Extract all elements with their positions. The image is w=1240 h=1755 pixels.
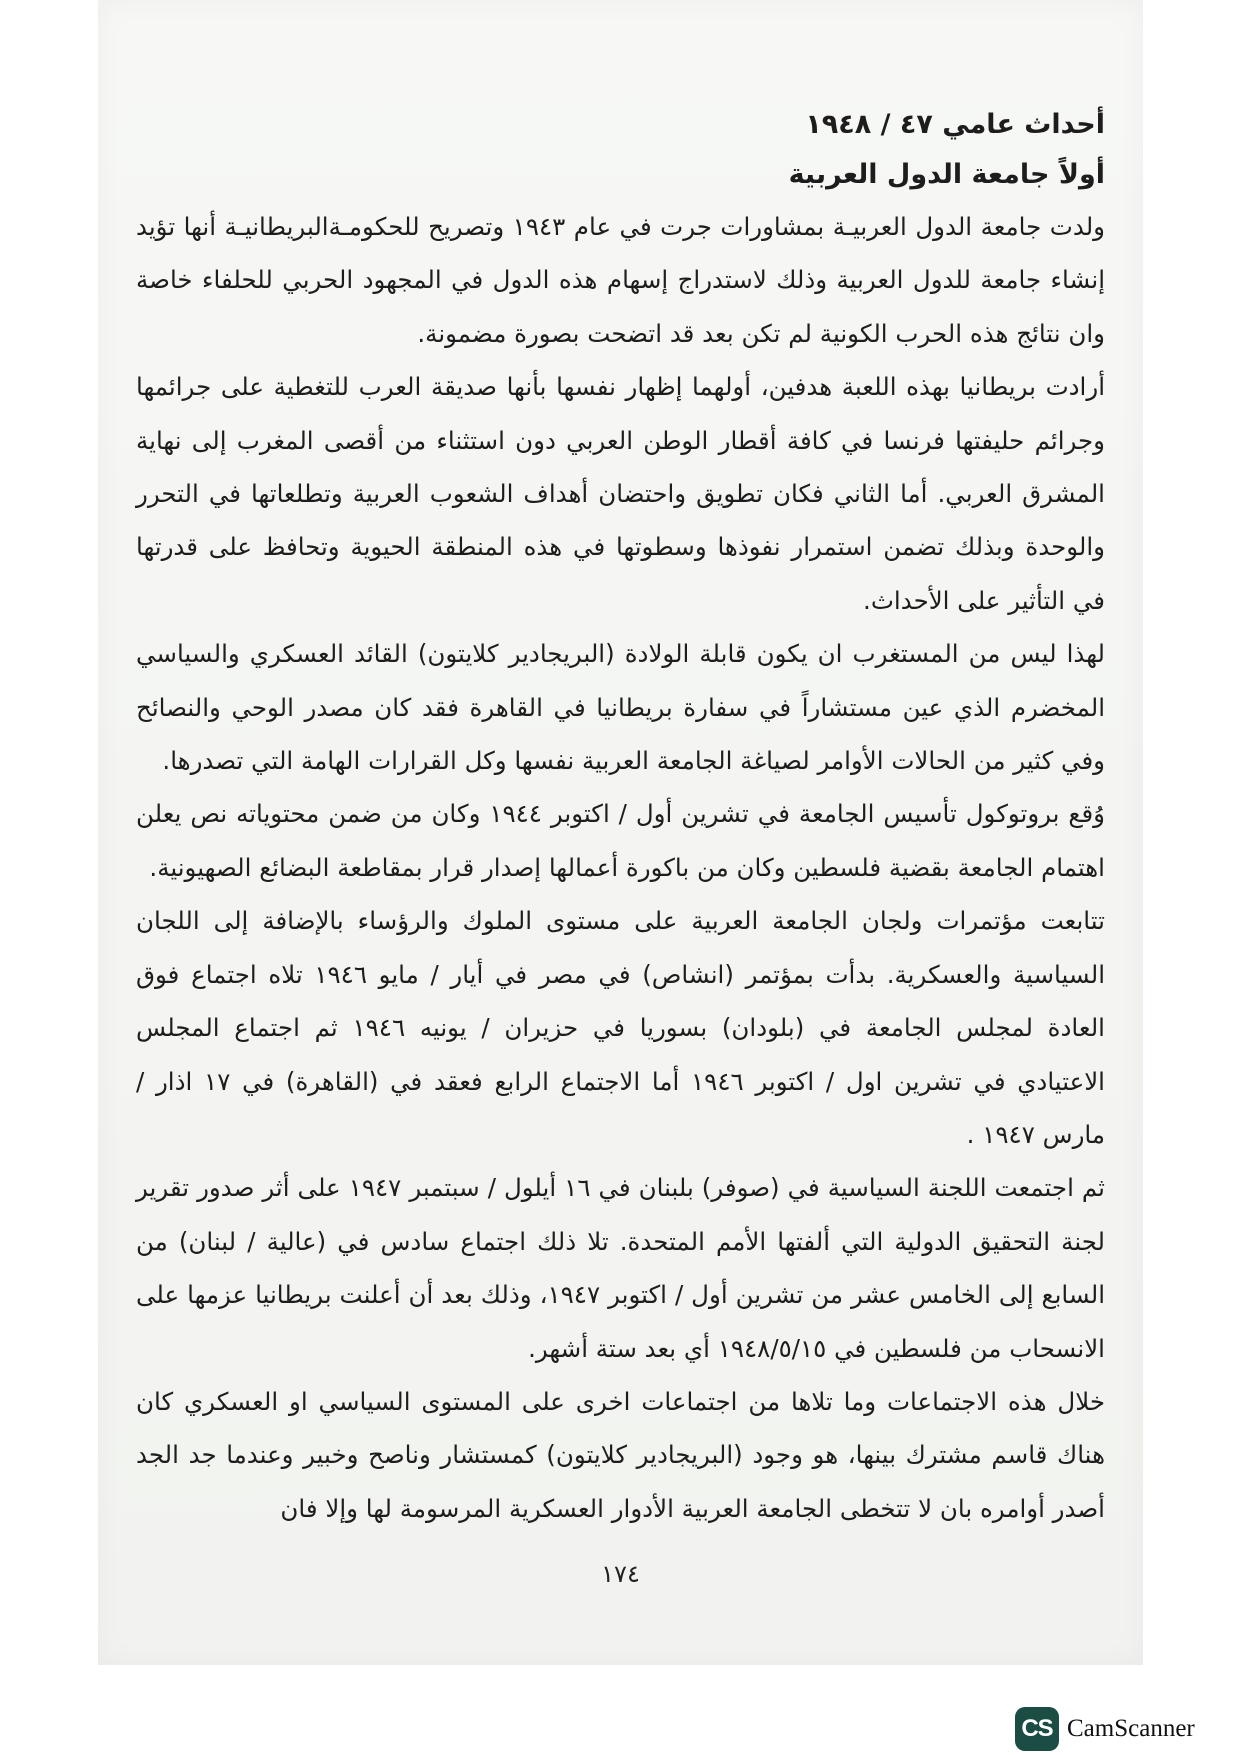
paragraph-5: تتابعت مؤتمرات ولجان الجامعة العربية على مستوى الملوك والرؤساء بالإضافة إلى اللجان السياسية والعسكرية. بدأت بمؤتمر (انشاص) في مصر في أيار / مايو ١٩٤٦ تلاه اجتماع فوق العادة لمجلس الجامعة في (بلودان) بسوريا في حزيران / يونيه ١٩٤٦ ثم اجتماع المجلس الاعتيادي في تشرين اول / اكتوبر ١٩٤٦ أما الاجتماع الرابع فعقد في (القاهرة) في ١٧ اذار / مارس ١٩٤٧ .: [136, 906, 1106, 1149]
paragraph-7: خلال هذه الاجتماعات وما تلاها من اجتماعات اخرى على المستوى السياسي او العسكري كان هناك قاسم مشترك بينها، هو وجود (البريجادير كلايتون) كمستشار وناصح وخبير وعندما جد الجد أصدر أوامره بان لا تتخطى الجامعة العربية الأدوار العسكرية المرسومة لها وإلا فان: [136, 1386, 1105, 1523]
page-number: ١٧٤: [601, 1560, 640, 1588]
paragraph-4: وُقع بروتوكول تأسيس الجامعة في تشرين أول / اكتوبر ١٩٤٤ وكان من ضمن محتوياته نص يعلن اهتمام الجامعة بقضية فلسطين وكان من باكورة أعمالها إصدار قرار بمقاطعة البضائع الصهيونية.: [136, 799, 1106, 882]
paragraph-2: أرادت بريطانيا بهذه اللعبة هدفين، أولهما إظهار نفسها بأنها صديقة العرب للتغطية على جرائمها وجرائم حليفتها فرنسا في كافة أقطار الوطن العربي دون استثناء من أقصى المغرب إلى نهاية المشرق العربي. أما الثاني فكان تطويق واحتضان أهداف الشعوب العربية وتطلعاتها في التحرر والوحدة وبذلك تضمن استمرار نفوذها وسطوتها في هذه المنطقة الحيوية وتحافظ على قدرتها في التأثير على الأحداث.: [136, 372, 1105, 615]
subsection-heading: أولاً جامعة الدول العربية: [788, 159, 1105, 190]
page-body: [136, 100, 1105, 1535]
paragraph-1: ولدت جامعة الدول العربيـة بمشاورات جرت في عام ١٩٤٣ وتصريح للحكومـةالبريطانيـة أنها تؤيد إنشاء جامعة للدول العربية وذلك لاستدراج إسهام هذه الدول في المجهود الحربي للحلفاء خاصة وان نتائج هذه الحرب الكونية لم تكن بعد قد اتضحت بصورة مضمونة.: [136, 212, 1106, 348]
paragraph-3: لهذا ليس من المستغرب ان يكون قابلة الولادة (البريجادير كلايتون) القائد العسكري والسياسي المخضرم الذي عين مستشاراً في سفارة بريطانيا في القاهرة فقد كان مصدر الوحي والنصائح وفي كثير من الحالات الأوامر لصياغة الجامعة العربية نفسها وكل القرارات الهامة التي تصدرها.: [136, 639, 1105, 776]
camscanner-name: CamScanner: [1067, 1715, 1195, 1742]
camscanner-watermark: [1015, 1707, 1195, 1751]
camscanner-logo-icon: CS: [1015, 1707, 1059, 1751]
scanned-page: [98, 0, 1143, 1665]
section-heading: أحداث عامي ٤٧ / ١٩٤٨: [805, 109, 1105, 140]
paragraph-6: ثم اجتمعت اللجنة السياسية في (صوفر) بلبنان في ١٦ أيلول / سبتمبر ١٩٤٧ على أثر صدور تقرير لجنة التحقيق الدولية التي ألفتها الأمم المتحدة. تلا ذلك اجتماع سادس في (عالية / لبنان) من السابع إلى الخامس عشر من تشرين أول / اكتوبر ١٩٤٧، وذلك بعد أن أعلنت بريطانيا عزمها على الانسحاب من فلسطين في ١٩٤٨/٥/١٥ أي بعد ستة أشهر.: [136, 1173, 1106, 1363]
